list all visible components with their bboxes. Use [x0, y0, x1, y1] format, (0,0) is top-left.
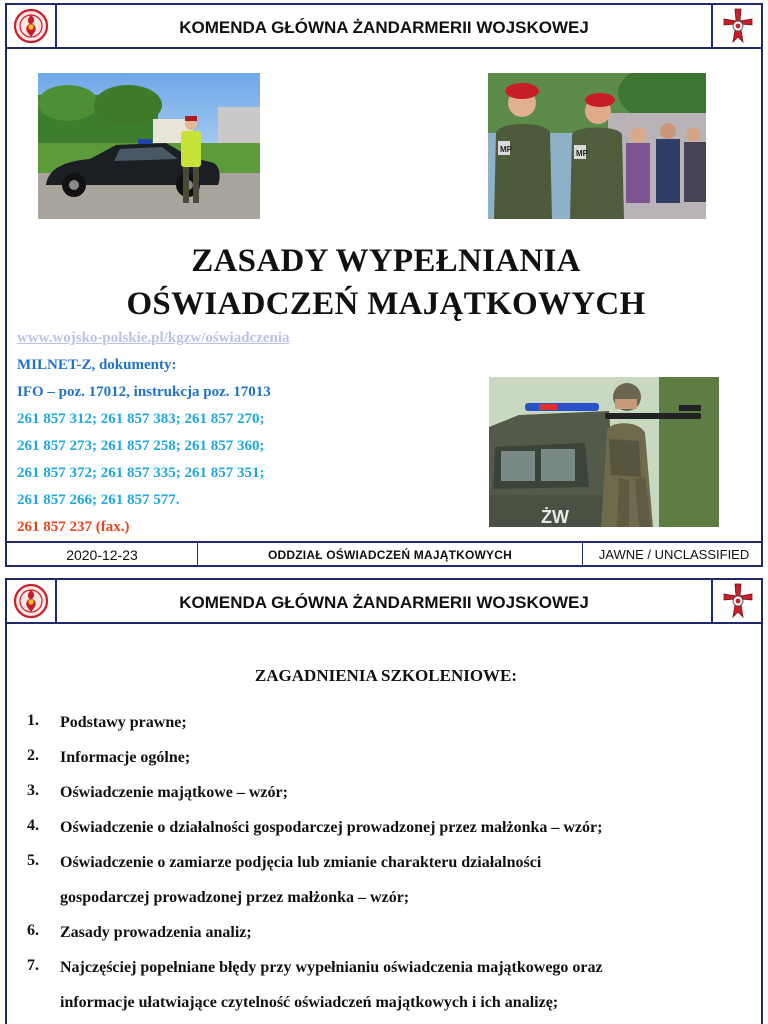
footer-department: ODDZIAŁ OŚWIADCZEŃ MAJĄTKOWYCH	[197, 543, 583, 567]
topic-number: 4.	[27, 817, 39, 834]
slide-header	[7, 5, 761, 49]
ifo-info: IFO – poz. 17012, instrukcja poz. 17013	[17, 384, 271, 400]
phone-line: 261 857 372; 261 857 335; 261 857 351;	[17, 465, 265, 481]
topic-text: Najczęściej popełniane błędy przy wypełnianiu oświadczenia majątkowego oraz	[60, 959, 603, 976]
topic-item	[27, 782, 752, 817]
phone-line: 261 857 273; 261 857 258; 261 857 360;	[17, 438, 265, 454]
topic-item	[27, 747, 752, 782]
slide-agenda	[5, 578, 763, 1024]
slide-title	[5, 3, 763, 567]
slide-footer	[7, 541, 761, 567]
photo-soldier-vehicle	[489, 377, 719, 527]
topic-number: 7.	[27, 957, 39, 974]
fax-number: 261 857 237 (fax.)	[17, 519, 130, 535]
topic-text: Oświadczenie o działalności gospodarczej prowadzonej przez małżonka – wzór;	[60, 819, 603, 836]
mp-badge-label: MP	[576, 149, 588, 158]
photo-patrol-car	[38, 73, 260, 219]
topic-number: 3.	[27, 782, 39, 799]
military-cross-icon	[711, 5, 761, 47]
topic-list	[27, 712, 752, 1024]
main-title-line2: OŚWIADCZEŃ MAJĄTKOWYCH	[126, 286, 646, 322]
slide-header	[7, 580, 761, 624]
topic-text: gospodarczej prowadzonej przez małżonka – wzór;	[60, 889, 410, 906]
header-title: KOMENDA GŁÓWNA ŻANDARMERII WOJSKOWEJ	[179, 593, 589, 612]
photo-military-police	[488, 73, 706, 219]
topic-text: Oświadczenie o zamiarze podjęcia lub zmianie charakteru działalności	[60, 854, 542, 871]
vehicle-marking: ŻW	[541, 507, 569, 527]
phone-line: 261 857 312; 261 857 383; 261 857 270;	[17, 411, 265, 427]
section-title: ZAGADNIENIA SZKOLENIOWE:	[254, 666, 518, 685]
header-title: KOMENDA GŁÓWNA ŻANDARMERII WOJSKOWEJ	[179, 18, 589, 37]
milnet-info: MILNET-Z, dokumenty:	[17, 357, 177, 373]
website-link[interactable]: www.wojsko-polskie.pl/kgzw/oświadczenia	[17, 330, 290, 346]
topic-text: Oświadczenie majątkowe – wzór;	[60, 784, 288, 801]
topic-text: Podstawy prawne;	[60, 714, 187, 731]
topic-number: 2.	[27, 747, 39, 764]
topic-number: 6.	[27, 922, 39, 939]
mp-badge-label: MP	[500, 145, 512, 154]
topic-text: informacje ułatwiające czytelność oświadczeń majątkowych i ich analizę;	[60, 994, 559, 1011]
topic-item	[27, 922, 752, 957]
footer-classification: JAWNE / UNCLASSIFIED	[598, 547, 750, 562]
footer-date: 2020-12-23	[66, 547, 138, 563]
topic-number: 5.	[27, 852, 39, 869]
phone-line: 261 857 266; 261 857 577.	[17, 492, 180, 508]
topic-text: Zasady prowadzenia analiz;	[60, 924, 252, 941]
topic-item	[27, 852, 752, 922]
topic-item	[27, 817, 752, 852]
military-cross-icon	[711, 580, 761, 622]
topic-item	[27, 712, 752, 747]
topic-number: 1.	[27, 712, 39, 729]
main-title-line1: ZASADY WYPEŁNIANIA	[191, 243, 581, 279]
topic-item	[27, 957, 752, 1024]
topic-text: Informacje ogólne;	[60, 749, 191, 766]
